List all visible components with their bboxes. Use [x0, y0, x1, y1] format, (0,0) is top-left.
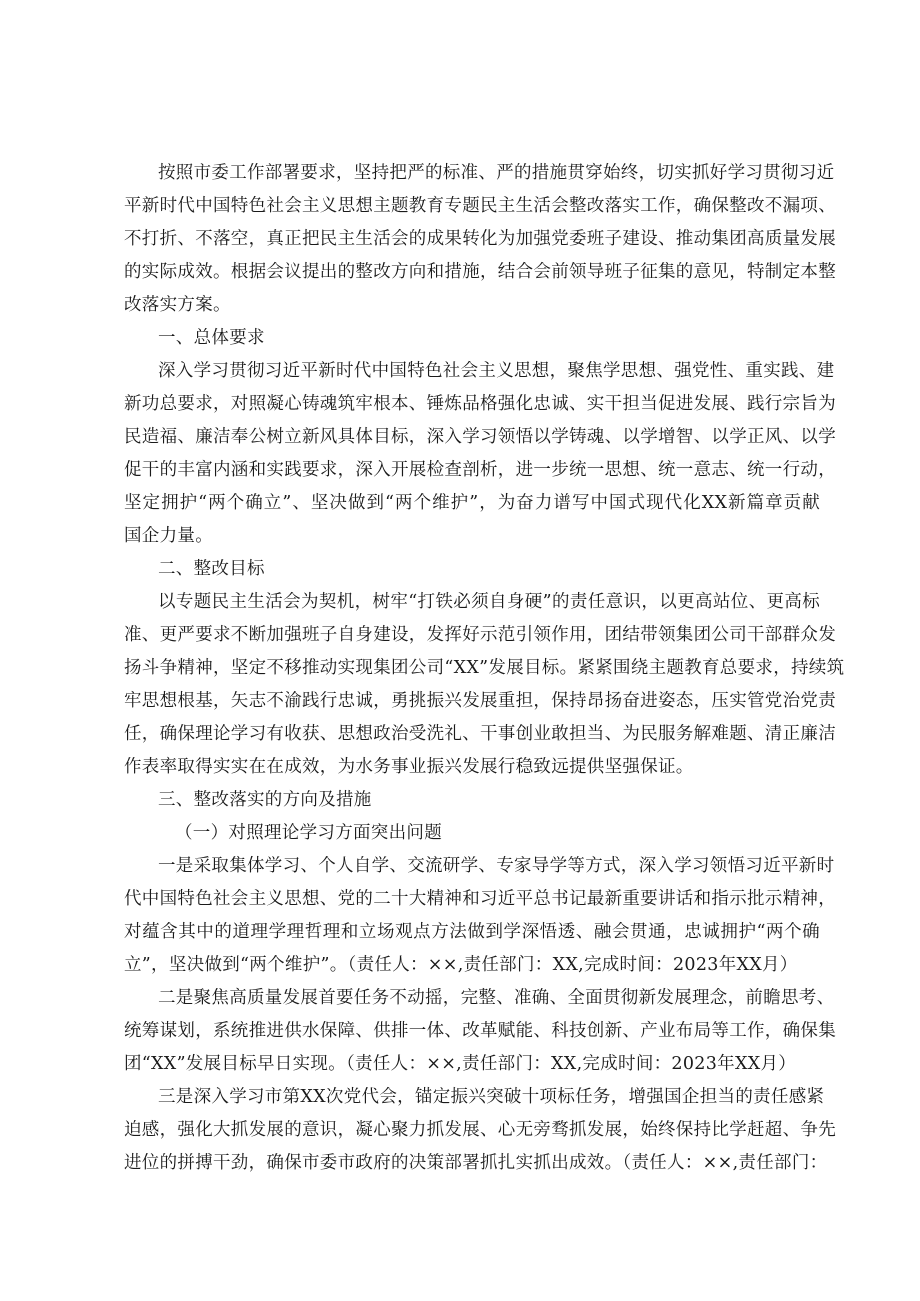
- text-line: 统筹谋划，系统推进供水保障、供排一体、改革赋能、科技创新、产业布局等工作，确保集: [124, 1021, 836, 1041]
- text-line: 三是深入学习市第XX次党代会，锚定振兴突破十项标任务，增强国企担当的责任感紧: [158, 1087, 825, 1107]
- text-line: 新功总要求，对照凝心铸魂筑牢根本、锤炼品格强化忠诚、实干担当促进发展、践行宗旨为: [124, 394, 836, 414]
- section-heading-2: 二、整改目标: [158, 559, 265, 579]
- text-line: 坚定拥护“两个确立”、坚决做到“两个维护”，为奋力谱写中国式现代化XX新篇章贡献: [124, 493, 820, 513]
- text-line: 按照市委工作部署要求，坚持把严的标准、严的措施贯穿始终，切实抓好学习贯彻习近: [158, 163, 835, 183]
- text-line: 牢思想根基，矢志不渝践行忠诚，勇挑振兴发展重担，保持昂扬奋进姿态，压实管党治党责: [124, 691, 836, 711]
- text-line: 二是聚焦高质量发展首要任务不动摇，完整、准确、全面贯彻新发展理念，前瞻思考、: [158, 988, 835, 1008]
- section-2-paragraph: [124, 586, 845, 784]
- text-line: 深入学习贯彻习近平新时代中国特色社会主义思想，聚焦学思想、强党性、重实践、建: [158, 361, 835, 381]
- text-line: 改落实方案。: [124, 295, 231, 315]
- text-line: 对蕴含其中的道理学理哲理和立场观点方法做到学深悟透、融会贯通，忠诚拥护“两个确: [124, 922, 820, 942]
- text-line: 促干的丰富内涵和实践要求，深入开展检查剖析，进一步统一思想、统一意志、统一行动，: [124, 460, 836, 480]
- text-line: 平新时代中国特色社会主义思想主题教育专题民主生活会整改落实工作，确保整改不漏项、: [124, 196, 836, 216]
- section-heading-3: 三、整改落实的方向及措施: [158, 790, 372, 810]
- text-line: 扬斗争精神，坚定不移推动实现集团公司“XX”发展目标。紧紧围绕主题教育总要求，持续筑: [124, 658, 845, 678]
- section-1-paragraph: [124, 355, 836, 553]
- item-3-paragraph: [124, 1081, 836, 1180]
- intro-paragraph: [124, 157, 836, 322]
- text-line: 国企力量。: [124, 526, 213, 546]
- item-1-paragraph: [124, 850, 836, 982]
- subsection-heading-1: （一）对照理论学习方面突出问题: [175, 823, 442, 843]
- text-line: 一是采取集体学习、个人自学、交流研学、专家导学等方式，深入学习领悟习近平新时: [158, 856, 835, 876]
- text-line: 代中国特色社会主义思想、党的二十大精神和习近平总书记最新重要讲话和指示批示精神，: [124, 889, 836, 909]
- text-line: 团“XX”发展目标早日实现。（责任人：××,责任部门：XX,完成时间：2023年XX月）: [124, 1054, 797, 1074]
- item-2-paragraph: [124, 982, 836, 1081]
- text-line: 民造福、廉洁奉公树立新风具体目标，深入学习领悟以学铸魂、以学增智、以学正风、以学: [124, 427, 836, 447]
- text-line: 以专题民主生活会为契机，树牢“打铁必须自身硬”的责任意识，以更高站位、更高标: [158, 592, 820, 612]
- section-heading-1: 一、总体要求: [158, 328, 265, 348]
- text-line: 准、更严要求不断加强班子自身建设，发挥好示范引领作用，团结带领集团公司干部群众发: [124, 625, 836, 645]
- document-body: [124, 157, 845, 1180]
- text-line: 的实际成效。根据会议提出的整改方向和措施，结合会前领导班子征集的意见，特制定本整: [124, 262, 836, 282]
- text-line: 立”，坚决做到“两个维护”。（责任人：××,责任部门：XX,完成时间：2023年XX月）: [124, 955, 798, 975]
- text-line: 任，确保理论学习有收获、思想政治受洗礼、干事创业敢担当、为民服务解难题、清正廉洁: [124, 724, 836, 744]
- text-line: 作表率取得实实在在成效，为水务事业振兴发展行稳致远提供坚强保证。: [124, 757, 694, 777]
- text-line: 进位的拼搏干劲，确保市委市政府的决策部署抓扎实抓出成效。（责任人：××,责任部门：: [124, 1153, 828, 1173]
- text-line: 迫感，强化大抓发展的意识，凝心聚力抓发展、心无旁骛抓发展，始终保持比学赶超、争先: [124, 1120, 836, 1140]
- text-line: 不打折、不落空，真正把民主生活会的成果转化为加强党委班子建设、推动集团高质量发展: [124, 229, 836, 249]
